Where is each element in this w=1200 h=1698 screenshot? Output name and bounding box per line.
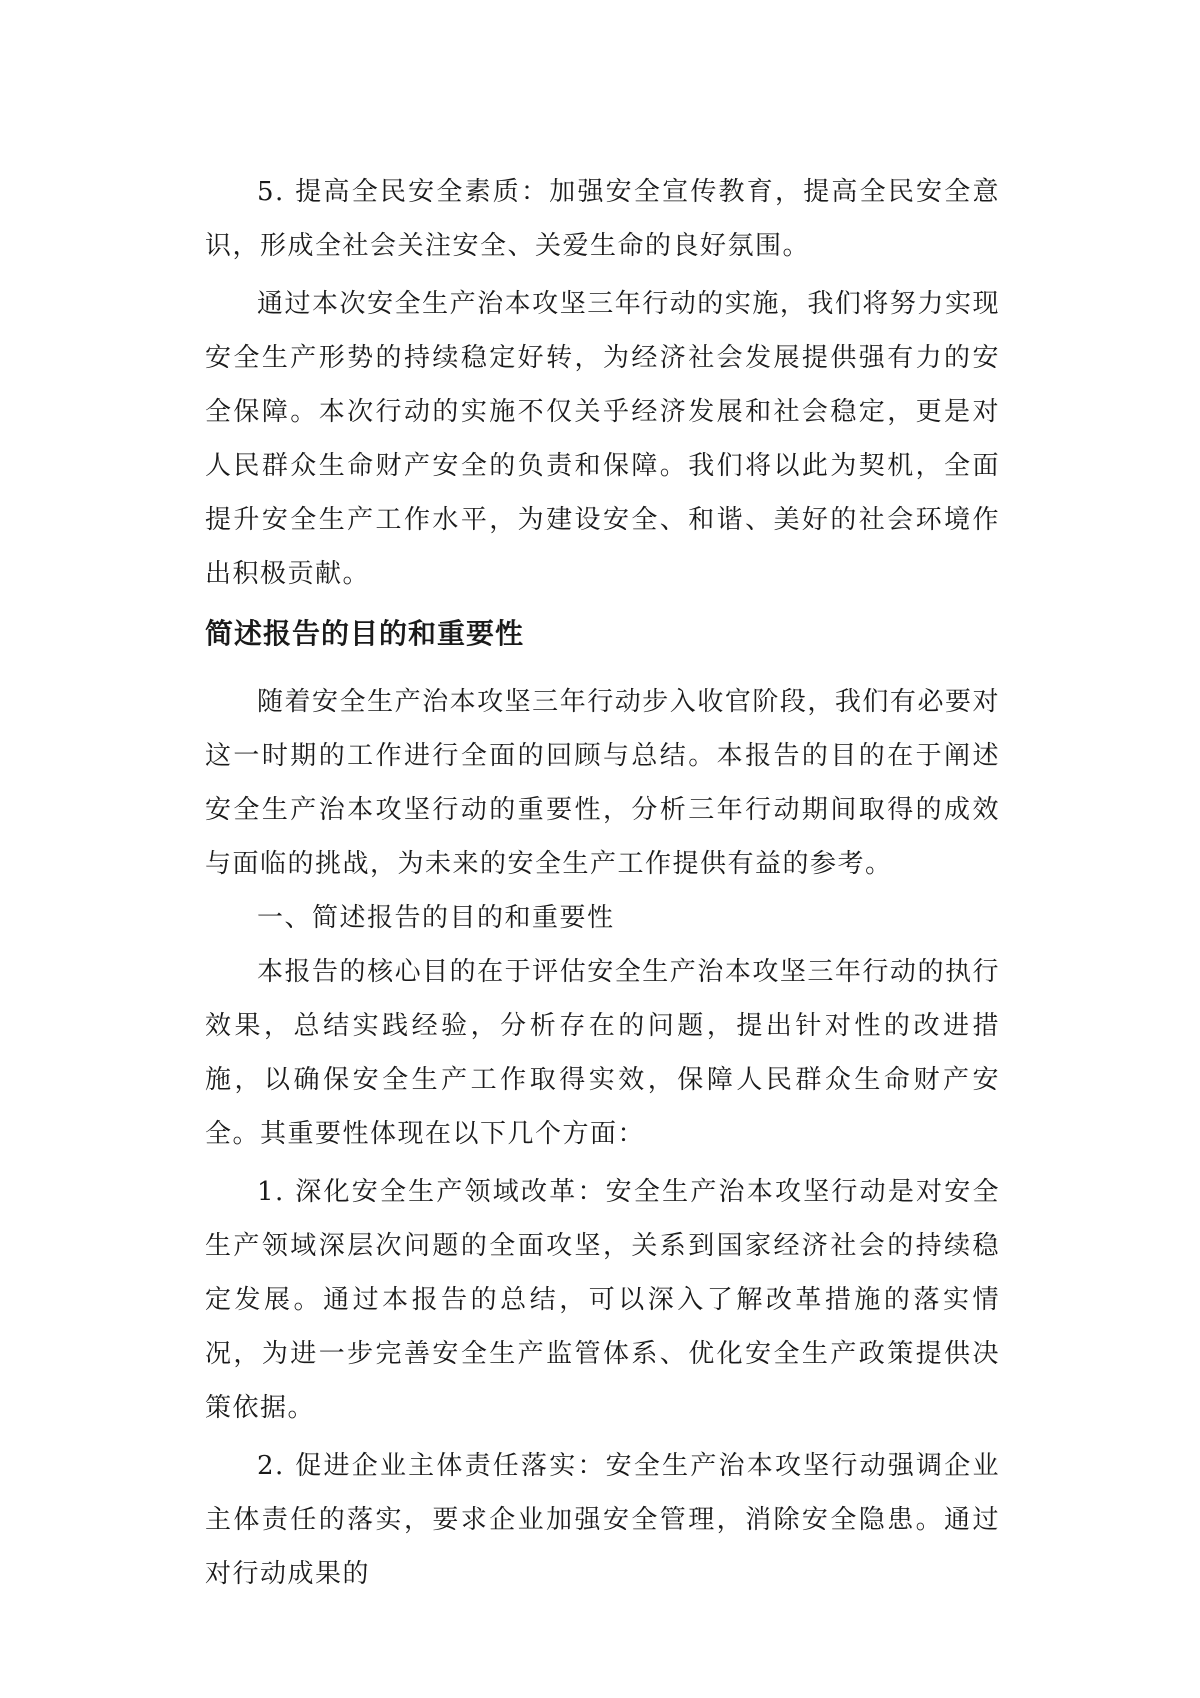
- document-page: [205, 165, 1000, 1601]
- paragraph-intro: 随着安全生产治本攻坚三年行动步入收官阶段，我们有必要对这一时期的工作进行全面的回顾与总结。本报告的目的在于阐述安全生产治本攻坚行动的重要性，分析三年行动期间取得的成效与面临的挑战，为未来的安全生产工作提供有益的参考。: [205, 687, 1000, 879]
- section-heading: 简述报告的目的和重要性: [205, 617, 525, 650]
- paragraph-item-2: 2. 促进企业主体责任落实：安全生产治本攻坚行动强调企业主体责任的落实，要求企业加强安全管理，消除安全隐患。通过对行动成果的: [205, 1451, 1000, 1589]
- paragraph-conclusion: 通过本次安全生产治本攻坚三年行动的实施，我们将努力实现安全生产形势的持续稳定好转，为经济社会发展提供强有力的安全保障。本次行动的实施不仅关乎经济发展和社会稳定，更是对人民群众生命财产安全的负责和保障。我们将以此为契机，全面提升安全生产工作水平，为建设安全、和谐、美好的社会环境作出积极贡献。: [205, 289, 1000, 589]
- paragraph-item-1: 1. 深化安全生产领域改革：安全生产治本攻坚行动是对安全生产领域深层次问题的全面攻坚，关系到国家经济社会的持续稳定发展。通过本报告的总结，可以深入了解改革措施的落实情况，为进一步完善安全生产监管体系、优化安全生产政策提供决策依据。: [205, 1177, 1000, 1423]
- subsection-title: 一、简述报告的目的和重要性: [257, 903, 615, 933]
- paragraph-purpose: 本报告的核心目的在于评估安全生产治本攻坚三年行动的执行效果，总结实践经验，分析存在的问题，提出针对性的改进措施，以确保安全生产工作取得实效，保障人民群众生命财产安全。其重要性体现在以下几个方面：: [205, 957, 1000, 1149]
- paragraph-item-5: 5. 提高全民安全素质：加强安全宣传教育，提高全民安全意识，形成全社会关注安全、关爱生命的良好氛围。: [205, 177, 1000, 261]
